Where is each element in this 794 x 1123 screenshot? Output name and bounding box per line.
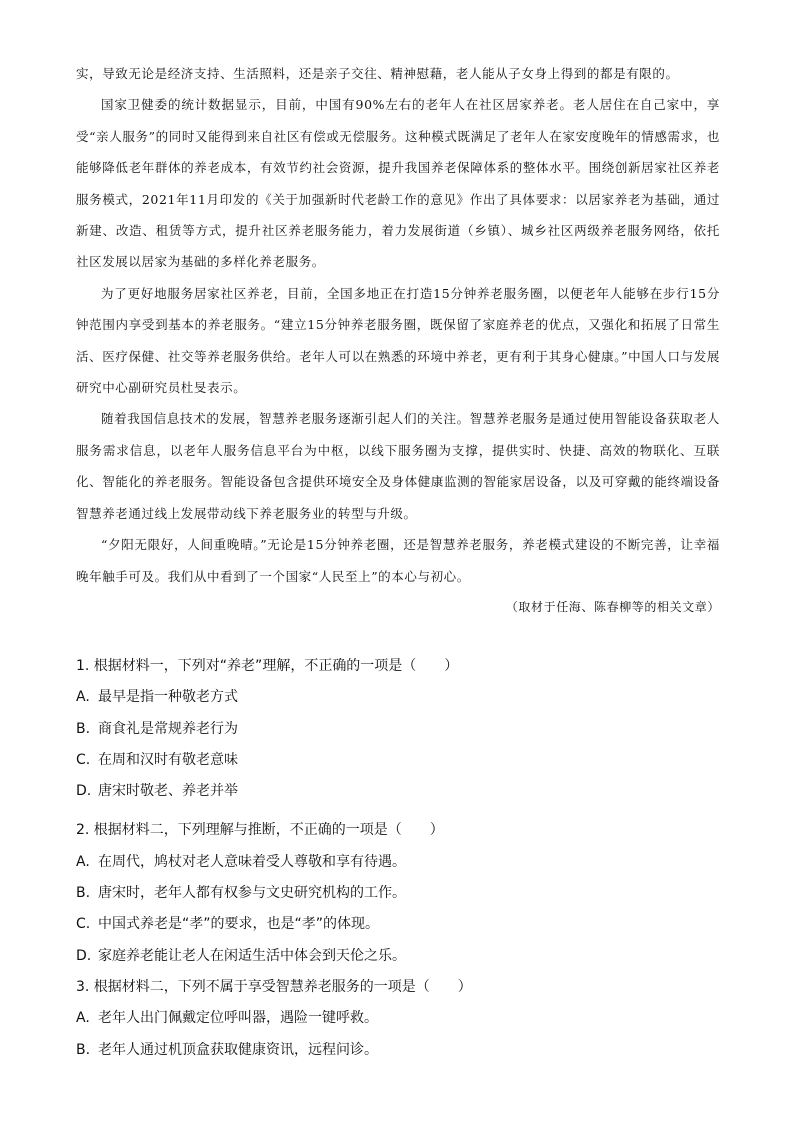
passage-paragraph: 实，导致无论是经济支持、生活照料，还是亲子交往、精神慰藉，老人能从子女身上得到的都是有限的。	[76, 66, 679, 81]
option-text: 在周和汉时有敬老意味	[98, 751, 238, 768]
passage-paragraph: 为了更好地服务居家社区养老，目前，全国多地正在打造15分钟养老服务圈，以便老年人能够在步行15分钟范围内享受到基本的养老服务。“建立15分钟养老服务圈，既保留了家庭养老的优点，又强化和拓展了日常生活、医疗保健、社交等养老服务供给。老年人可以在熟悉的环境中养老，更有利于其身心健康。”中国人口与发展研究中心副研究员杜旻表示。	[76, 285, 720, 396]
question-option[interactable]	[76, 1035, 720, 1066]
question-option[interactable]	[76, 776, 720, 807]
passage-paragraph: 随着我国信息技术的发展，智慧养老服务逐渐引起人们的关注。智慧养老服务是通过使用智能设备获取老人服务需求信息，以老年人服务信息平台为中枢，以线下服务圈为支撑，提供实时、快捷、高效的物联化、互联化、智能化的养老服务。智能设备包含提供环境安全及身体健康监测的智能家居设备，以及可穿戴的能终端设备智慧养老通过线上发展带动线下养老服务业的转型与升级。	[76, 411, 720, 521]
option-letter: B.	[76, 1041, 91, 1058]
question-stem: 1. 根据材料一，下列对“养老”理解，不正确的一项是（ ）	[76, 658, 459, 674]
question-stem: 2. 根据材料二，下列理解与推断，不正确的一项是（ ）	[76, 822, 444, 839]
option-letter: A.	[76, 1010, 90, 1027]
option-text: 唐宋时敬老、养老并举	[98, 783, 238, 800]
option-letter: C.	[76, 916, 91, 933]
question-option[interactable]	[76, 682, 720, 713]
question-option[interactable]	[76, 1003, 720, 1034]
question-option[interactable]	[76, 878, 720, 909]
option-text: 老年人通过机顶盒获取健康资讯，远程问诊。	[98, 1041, 378, 1058]
question-1	[76, 651, 720, 807]
option-letter: C.	[76, 751, 91, 768]
passage-paragraph: 国家卫健委的统计数据显示，目前，中国有90%左右的老年人在社区居家养老。老人居住在自己家中，享受“亲人服务”的同时又能得到来自社区有偿或无偿服务。这种模式既满足了老年人在家安度晚年的情感需求，也能够降低老年群体的养老成本，有效节约社会资源，提升我国养老保障体系的整体水平。围绕创新居家社区养老服务模式，2021年11月印发的《关于加强新时代老龄工作的意见》作出了具体要求：以居家养老为基础，通过新建、改造、租赁等方式，提升社区养老服务能力，着力发展街道（乡镇）、城乡社区两级养老服务网络，依托社区发展以居家为基础的多样化养老服务。	[76, 97, 720, 270]
question-3	[76, 972, 720, 1066]
option-letter: B.	[76, 885, 91, 902]
option-text: 在周代，鸠杖对老人意味着受人尊敬和享有待遇。	[98, 853, 406, 870]
option-letter: D.	[76, 783, 92, 800]
reading-passage	[76, 58, 720, 623]
question-option[interactable]	[76, 847, 720, 878]
option-letter: D.	[76, 947, 92, 964]
option-text: 商食礼是常规养老行为	[98, 720, 238, 737]
passage-paragraph: “夕阳无限好，人间重晚晴。”无论是15分钟养老圈，还是智慧养老服务，养老模式建设的不断完善，让幸福晚年触手可及。我们从中看到了一个国家“人民至上”的本心与初心。	[76, 537, 720, 584]
option-text: 中国式养老是“孝”的要求，也是“孝”的体现。	[98, 916, 380, 933]
question-option[interactable]	[76, 745, 720, 776]
option-text: 唐宋时，老年人都有权参与文史研究机构的工作。	[98, 885, 406, 902]
option-text: 最早是指一种敬老方式	[98, 689, 238, 706]
question-option[interactable]	[76, 941, 720, 972]
question-option[interactable]	[76, 909, 720, 940]
passage-source: （取材于任海、陈春柳等的相关文章）	[505, 599, 720, 614]
option-text: 老年人出门佩戴定位呼叫器，遇险一键呼救。	[98, 1010, 378, 1027]
spacer	[76, 807, 720, 815]
option-letter: B.	[76, 720, 91, 737]
option-letter: A.	[76, 853, 90, 870]
question-stem: 3. 根据材料二，下列不属于享受智慧养老服务的一项是（ ）	[76, 978, 472, 995]
option-text: 家庭养老能让老人在闲适生活中体会到天伦之乐。	[98, 947, 406, 964]
question-option[interactable]	[76, 714, 720, 745]
question-list	[76, 651, 720, 1066]
option-letter: A.	[76, 689, 90, 706]
question-2	[76, 815, 720, 971]
